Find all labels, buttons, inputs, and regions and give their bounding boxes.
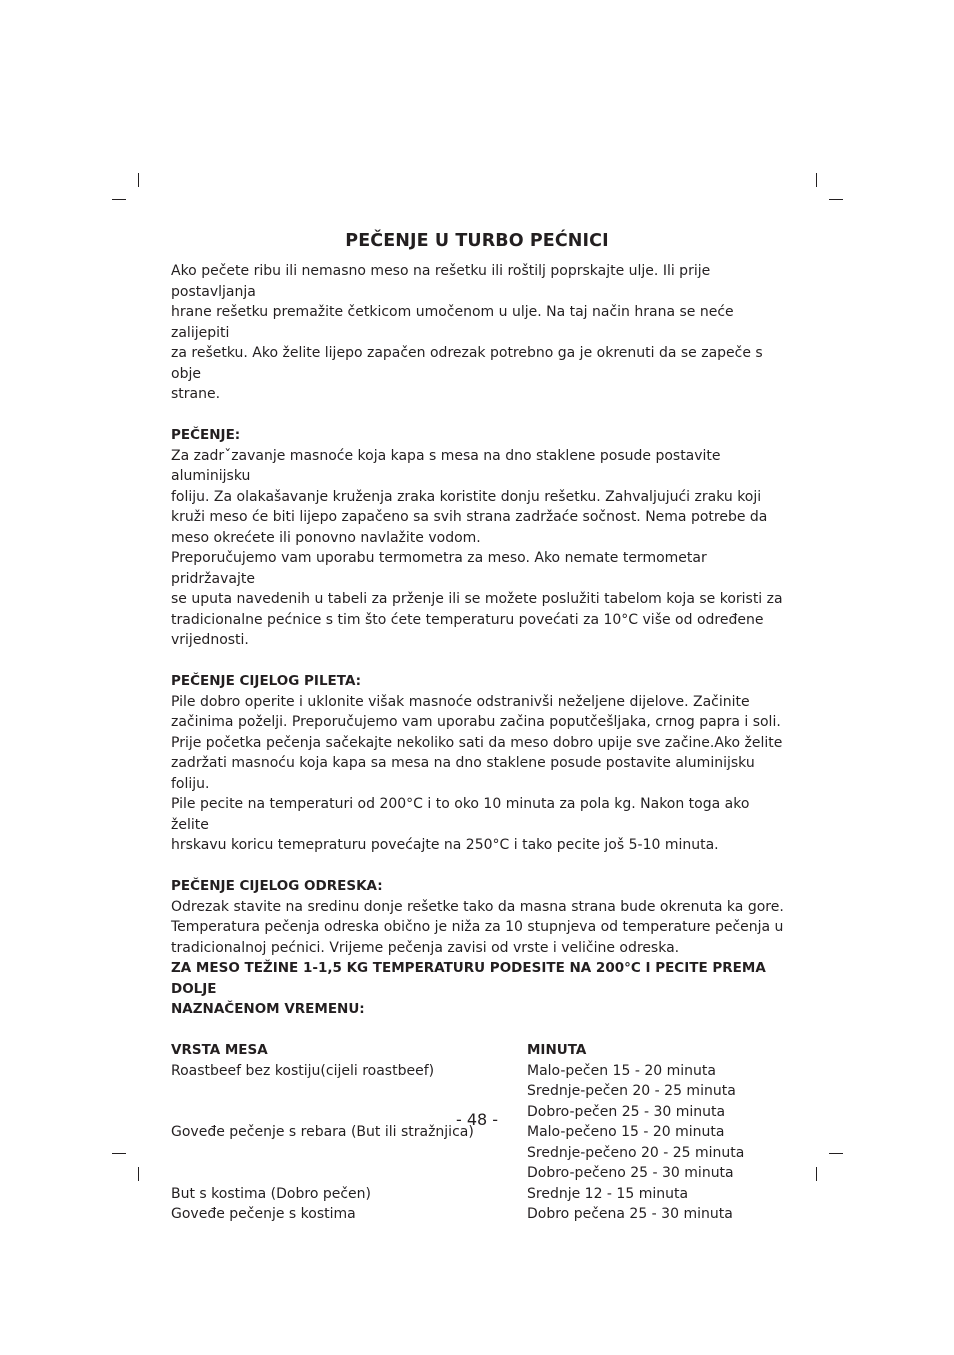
text-line: Ako pečete ribu ili nemasno meso na rešetku ili roštilj poprskajte ulje. Ili prije postavljanja (171, 263, 711, 300)
crop-mark-bottom-left-vertical (138, 1167, 139, 1181)
section-heading: PEČENJE CIJELOG PILETA: (171, 673, 362, 689)
crop-mark-bottom-right-horizontal (829, 1153, 843, 1154)
crop-mark-top-left-horizontal (112, 199, 126, 200)
column-header-meat-type: VRSTA MESA (171, 1042, 268, 1058)
section-roasting (171, 425, 791, 651)
minutes-cell: Malo-pečeno 15 - 20 minuta (527, 1124, 725, 1140)
minutes-cell: Srednje-pečeno 20 - 25 minuta (527, 1144, 745, 1161)
intro-paragraph (171, 261, 791, 405)
table-row (171, 1143, 791, 1164)
text-line: Prije početka pečenja sačekajte nekoliko sati da meso dobro upije sve začine.Ako želite (171, 734, 783, 751)
minutes-cell: Malo-pečen 15 - 20 minuta (527, 1062, 716, 1079)
minutes-cell: Dobro-pečeno 25 - 30 minuta (527, 1165, 734, 1181)
meat-type-cell: Goveđe pečenje s rebara (But ili stražnjica) (171, 1124, 474, 1140)
table-row (171, 1081, 791, 1102)
crop-mark-bottom-right-vertical (816, 1167, 817, 1181)
section-heading: PEČENJE CIJELOG ODRESKA: (171, 878, 383, 894)
meat-type-cell: Roastbeef bez kostiju(cijeli roastbeef) (171, 1062, 435, 1079)
text-line: kruži meso će biti lijepo zapačeno sa svih strana zadržaće sočnost. Nema potrebe da (171, 509, 768, 525)
crop-mark-top-right-vertical (816, 173, 817, 187)
text-line: hrane rešetku premažite četkicom umočenom u ulje. Na taj način hrana se neće zalijepiti (171, 304, 734, 341)
table-row (171, 1163, 791, 1184)
section-whole-steak (171, 876, 791, 1020)
table-header-row (171, 1040, 791, 1061)
text-line: Za zadrˇzavanje masnoće koja kapa s mesa na dno staklene posude postavite aluminijsku (171, 447, 721, 484)
table-row (171, 1204, 791, 1225)
roasting-time-table (171, 1040, 791, 1225)
text-line: začinima poželji. Preporučujemo vam uporabu začina poputčešljaka, crnog papra i soli. (171, 714, 781, 730)
text-line: strane. (171, 386, 221, 402)
text-line: foliju. Za olakašavanje kruženja zraka koristite donju rešetku. Zahvaljujući zraku koji (171, 488, 762, 505)
minutes-cell: Dobro pečena 25 - 30 minuta (527, 1206, 733, 1222)
text-line: meso okrećete ili ponovno navlažite vodom. (171, 529, 481, 546)
text-line: Pile pecite na temperaturi od 200°C i to oko 10 minuta za pola kg. Nakon toga ako želite (171, 796, 750, 833)
meat-type-cell (171, 1163, 527, 1184)
text-line: Pile dobro operite i uklonite višak masnoće odstranivši neželjene dijelove. Začinite (171, 693, 750, 710)
minutes-cell: Srednje-pečen 20 - 25 minuta (527, 1083, 736, 1099)
document-body (171, 261, 791, 1225)
text-line: zadržati masnoću koja kapa sa mesa na dno staklene posude postavite aluminijsku foliju. (171, 755, 755, 792)
crop-mark-top-left-vertical (138, 173, 139, 187)
text-line: za rešetku. Ako želite lijepo zapačen odrezak potrebno ga je okrenuti da se zapeče s obje (171, 345, 763, 382)
meat-type-cell: Goveđe pečenje s kostima (171, 1206, 356, 1222)
text-line: tradicionalnoj pećnici. Vrijeme pečenja zavisi od vrste i veličine odreska. (171, 939, 680, 956)
meat-type-cell (171, 1081, 527, 1102)
text-line: hrskavu koricu temepraturu povećajte na 250°C i tako pecite još 5-10 minuta. (171, 837, 719, 853)
bold-instruction-line: ZA MESO TEŽINE 1-1,5 KG TEMPERATURU PODESITE NA 200°C I PECITE PREMA DOLJE (171, 960, 766, 997)
text-line: vrijednosti. (171, 632, 249, 648)
text-line: Preporučujemo vam uporabu termometra za meso. Ako nemate termometar pridržavajte (171, 550, 707, 587)
text-line: Odrezak stavite na sredinu donje rešetke tako da masna strana bude okrenuta ka gore. (171, 898, 784, 915)
meat-type-cell (171, 1143, 527, 1164)
page-number: - 48 - (455, 1110, 499, 1129)
minutes-cell: Srednje 12 - 15 minuta (527, 1185, 689, 1202)
minutes-cell: Dobro-pečen 25 - 30 minuta (527, 1103, 726, 1120)
column-header-minutes: MINUTA (527, 1042, 587, 1058)
meat-type-cell: But s kostima (Dobro pečen) (171, 1185, 371, 1202)
table-row (171, 1184, 791, 1205)
crop-mark-bottom-left-horizontal (112, 1153, 126, 1154)
page-title: PEČENJE U TURBO PEĆNICI (345, 231, 609, 251)
table-row (171, 1061, 791, 1082)
text-line: se uputa navedenih u tabeli za prženje ili se možete poslužiti tabelom koja se koristi za (171, 591, 783, 607)
section-whole-chicken (171, 671, 791, 856)
crop-mark-top-right-horizontal (829, 199, 843, 200)
section-heading: PEČENJE: (171, 427, 241, 443)
text-line: Temperatura pečenja odreska obično je niža za 10 stupnjeva od temperature pečenja u (171, 919, 784, 935)
text-line: tradicionalne pećnice s tim što ćete temperaturu povećati za 10°C više od određene (171, 611, 764, 628)
bold-instruction-line: NAZNAČENOM VREMENU: (171, 1001, 365, 1017)
